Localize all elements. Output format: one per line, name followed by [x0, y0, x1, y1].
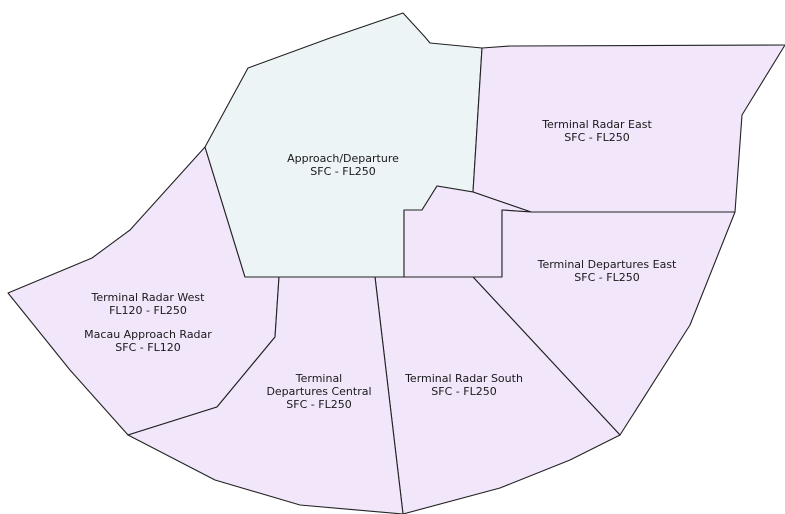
- sector-label-line: FL120 - FL250: [109, 304, 187, 317]
- sector-label-line: Terminal Departures East: [537, 258, 677, 271]
- sector-label-line: Macau Approach Radar: [84, 328, 212, 341]
- sector-label-line: SFC - FL250: [310, 165, 376, 178]
- sector-label-line: Terminal Radar East: [542, 118, 652, 131]
- sector-label-line: Approach/Departure: [287, 152, 399, 165]
- sector-label-line: Terminal: [295, 372, 343, 385]
- sector-label-line: SFC - FL250: [574, 271, 640, 284]
- sector-label-line: Terminal Radar West: [91, 291, 205, 304]
- sector-label-line: SFC - FL250: [431, 385, 497, 398]
- sector-label-line: SFC - FL250: [564, 131, 630, 144]
- sector-label-line: SFC - FL120: [115, 341, 181, 354]
- sector-label-line: Departures Central: [266, 385, 372, 398]
- sector-label-line: SFC - FL250: [286, 398, 352, 411]
- sector-label-line: Terminal Radar South: [405, 372, 523, 385]
